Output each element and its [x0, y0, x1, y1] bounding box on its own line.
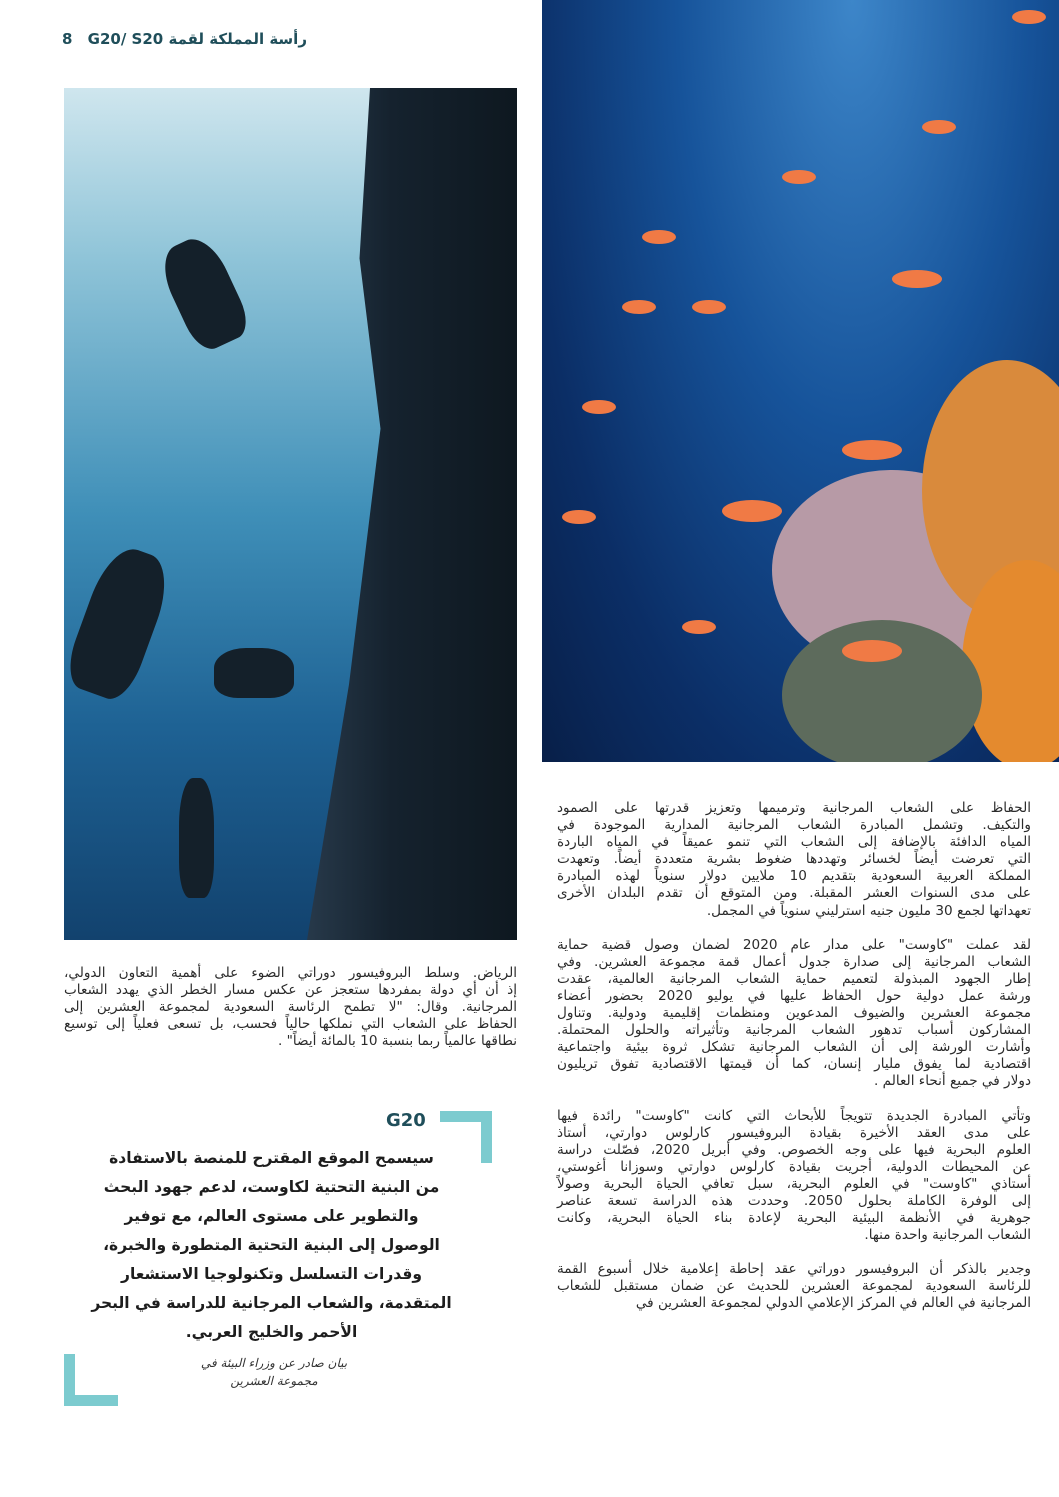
diver: [179, 778, 214, 898]
article-left-column: [64, 965, 517, 1067]
text-line: وجدير بالذكر أن البروفيسور دوراتي عقد إحاطة إعلامية خلال أسبوع القمة: [557, 1261, 1031, 1278]
header-brand: G20/ S20: [87, 30, 164, 48]
paragraph: [64, 965, 517, 1050]
text-line: المملكة العربية السعودية بتقديم 10 ملايين دولار سنوياً لهذه المبادرة: [557, 868, 1031, 885]
text-line: أستاذي "كاوست" في العلوم البحرية، سبل تعافي الحياة البحرية وصولاً: [557, 1175, 1031, 1192]
header-title: رأسة المملكة لقمة: [168, 30, 307, 48]
paragraph: [557, 1261, 1031, 1312]
page-number: 8: [62, 30, 73, 48]
quote-line: المتقدمة، والشعاب المرجانية للدراسة في البحر: [91, 1294, 452, 1312]
text-line: للرئاسة السعودية لمجموعة العشرين للحديث عن ضمان مستقبل للشعاب: [557, 1278, 1031, 1295]
fish: [642, 230, 676, 244]
fish: [842, 440, 902, 460]
page-header: [62, 30, 307, 48]
text-line: اقتصادية لما يفوق مليار إنسان، كما أن قيمتها الاقتصادية تفوق تريليون: [557, 1056, 1031, 1073]
text-line: العلوم البحرية فيها على وجه الخصوص. وفي أبريل 2020، فصّلت دراسة: [557, 1141, 1031, 1158]
text-line: جوهرية في الأنظمة البيئية البحرية لإعادة بناء الحياة البحرية، وكانت: [557, 1210, 1031, 1227]
text-line: على مدى العقد الأخيرة بقيادة البروفيسور كارلوس دوارتي، أستاذ: [557, 1124, 1031, 1141]
text-line: ورشة عمل دولية حول الحفاظ عليها في يوليو 2020 بحضور أعضاء: [557, 987, 1031, 1004]
text-line: المياه الدافئة بالإضافة إلى الشعاب التي تنمو عميقاً في المياه الباردة: [557, 834, 1031, 851]
quote-line: من البنية التحتية لكاوست، لدعم جهود البحث: [103, 1178, 440, 1196]
text-line: والتكيف. وتشمل المبادرة الشعاب المرجانية المدارية الموجودة في: [557, 817, 1031, 834]
text-line: إلى الوفرة الكاملة بحلول 2050. وحددت هذه الدراسة تسعة عناصر: [557, 1192, 1031, 1209]
fish: [892, 270, 942, 288]
fish: [722, 500, 782, 522]
article-right-column: [557, 800, 1031, 1330]
fish: [1012, 10, 1046, 24]
text-line: دولار في جميع أنحاء العالم .: [874, 1073, 1031, 1090]
diver: [64, 541, 178, 706]
text-line: نطاقها عالمياً ربما بنسبة 10 بالمائة أيضاً" .: [278, 1033, 517, 1050]
fish: [782, 170, 816, 184]
fish: [682, 620, 716, 634]
text-line: إطار الجهود المبذولة لتعميم حماية الشعاب المرجانية العالمية، عقدت: [557, 970, 1031, 987]
reef-photo: [542, 0, 1059, 762]
fish: [622, 300, 656, 314]
quote-text: [84, 1144, 459, 1347]
quote-bracket-bottom: [64, 1354, 118, 1406]
quote-line: سيسمح الموقع المقترح للمنصة بالاستفادة: [109, 1149, 434, 1167]
text-line: المشاركون أسباب تدهور الشعاب المرجانية وتأثيراته والحلول المحتملة.: [557, 1022, 1031, 1039]
fish: [842, 640, 902, 662]
text-line: الرياض. وسلط البروفيسور دوراتي الضوء على أهمية التعاون الدولي،: [64, 965, 517, 981]
fish: [692, 300, 726, 314]
text-line: الحفاظ على الشعاب المرجانية وترميمها وتعزيز قدرتها على الصمود: [557, 800, 1031, 816]
text-line: لقد عملت "كاوست" على مدار عام 2020 لضمان وصول قضية حماية: [557, 936, 1031, 953]
paragraph: [557, 1108, 1031, 1245]
quote-label: G20: [386, 1110, 426, 1131]
pull-quote: [64, 1108, 494, 1406]
text-line: عن المحيطات الدولية، أجريت بقيادة كارلوس دوارتي وسوزانا أغوستي،: [557, 1158, 1031, 1175]
text-line: الشعاب المرجانية واحدة منها.: [864, 1227, 1031, 1244]
text-line: وتأتي المبادرة الجديدة تتويجاً للأبحاث التي كانت "كاوست" رائدة فيها: [557, 1107, 1031, 1124]
text-line: التي تعرضت أيضاً لخسائر وتهددها ضغوط بشرية متعددة أيضاً. وتعهدت: [557, 851, 1031, 868]
quote-source-line: مجموعة العشرين: [230, 1374, 318, 1388]
quote-line: وقدرات التسلسل وتكنولوجيا الاستشعار: [121, 1265, 422, 1283]
quote-line: والتطوير على مستوى العالم، مع توفير: [124, 1207, 419, 1225]
text-line: الشعاب المرجانية إلى صدارة جدول أعمال قمة مجموعة العشرين. وفي: [557, 953, 1031, 970]
text-line: مجموعة العشرين والضيوف المدعوين ومنظمات إقليمية ودولية. وتناول: [557, 1005, 1031, 1022]
quote-line: الوصول إلى البنية التحتية المتطورة والخبرة،: [103, 1236, 440, 1254]
quote-line: الأحمر والخليج العربي.: [185, 1323, 358, 1341]
quote-source: [174, 1354, 374, 1390]
divers-photo: [64, 88, 517, 940]
text-line: الحفاظ على الشعاب التي نملكها حالياً فحسب، بل تسعى فعلياً إلى توسيع: [64, 1016, 517, 1033]
text-line: إذ أن أي دولة بمفردها ستعجز عن عكس مسار الخطر الذي يهدد الشعاب: [64, 982, 517, 999]
diver: [154, 230, 255, 355]
text-line: تعهداتها لجمع 30 مليون جنيه استرليني سنوياً في المجمل.: [706, 902, 1031, 919]
diver: [214, 648, 294, 698]
paragraph: [557, 800, 1031, 920]
fish: [922, 120, 956, 134]
fish: [582, 400, 616, 414]
quote-source-line: بيان صادر عن وزراء البيئة في: [200, 1356, 348, 1370]
text-line: المرجانية في العالم في المركز الإعلامي الدولي لمجموعة العشرين في: [635, 1295, 1031, 1312]
fish: [562, 510, 596, 524]
text-line: على مدى السنوات العشر المقبلة. ومن المتوقع أن تقدم البلدان الأخرى: [557, 885, 1031, 902]
text-line: المرجانية. وقال: "لا تطمح الرئاسة السعودية لمجموعة العشرين إلى: [64, 999, 517, 1016]
text-line: وأشارت الورشة إلى أن الشعاب المرجانية تشكل ثروة بيئية واجتماعية: [557, 1039, 1031, 1056]
paragraph: [557, 937, 1031, 1091]
reef-wall: [307, 88, 517, 940]
